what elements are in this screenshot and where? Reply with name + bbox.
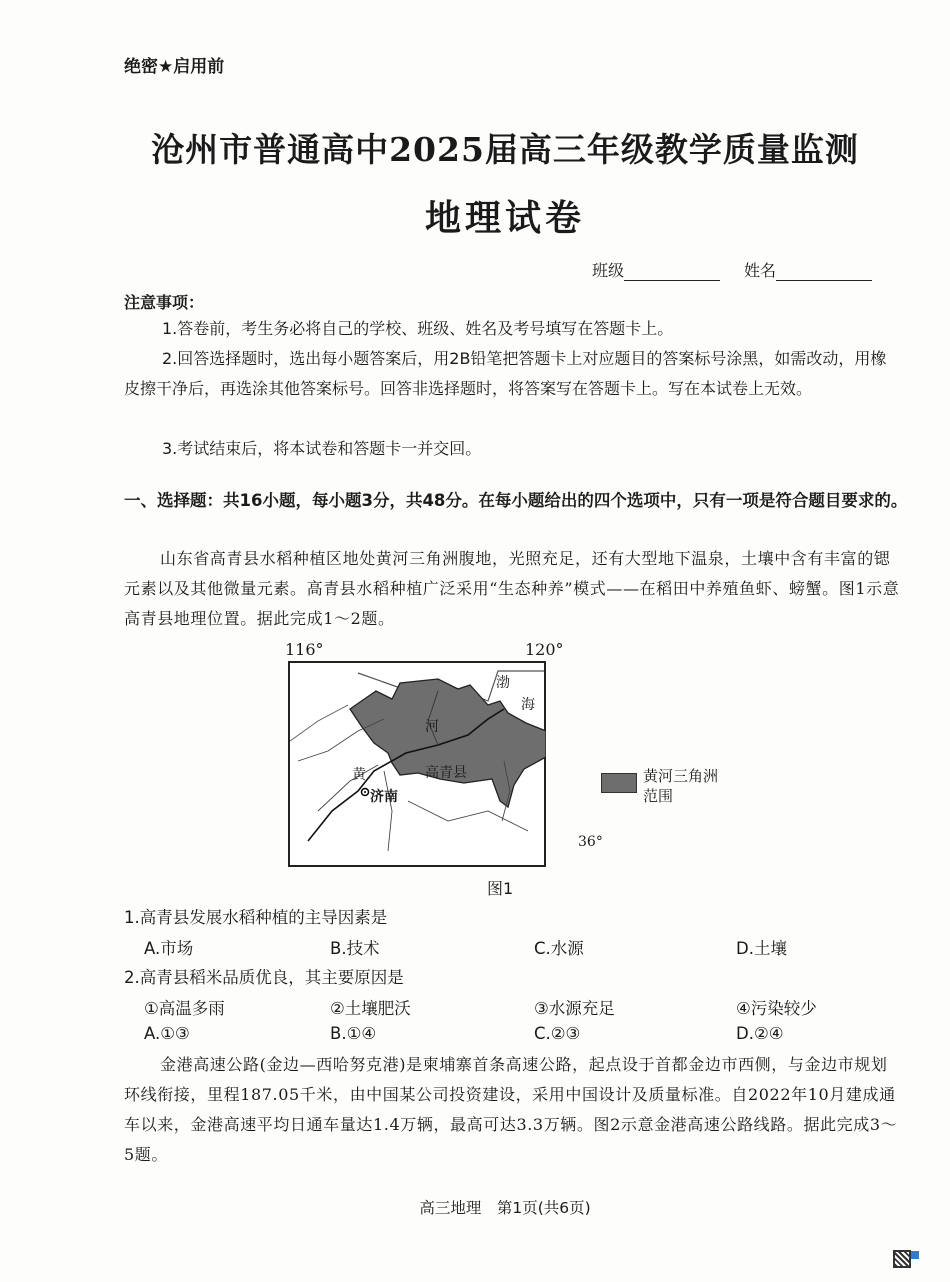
note-item-1: 1.答卷前，考生务必将自己的学校、班级、姓名及考号填写在答题卡上。 [162, 319, 674, 338]
passage-2: 金港高速公路(金边—西哈努克港)是柬埔寨首条高速公路，起点设于首都金边市西侧，与金边市规划环线衔接，里程187.05千米，由中国某公司投资建设，采用中国设计及质量标准。自2022年10月建成通车以来，金港高速平均日通车量达1.4万辆，最高可达3.3万辆。图2示意金港高速公路线路。据此完成3～5题。 [124, 1055, 898, 1164]
note-item-2: 2.回答选择题时，选出每小题答案后，用2B铅笔把答题卡上对应题目的答案标号涂黑，如需改动，用橡皮擦干净后，再选涂其他答案标号。回答非选择题时，将答案写在答题卡上。写在本试卷上无效。 [124, 349, 887, 398]
q2-statement-3: ③水源充足 [534, 999, 615, 1018]
q2-option-d: D.②④ [736, 1024, 784, 1043]
q2-option-b: B.①④ [330, 1024, 377, 1043]
page-footer: 高三地理 第1页(共6页) [419, 1199, 591, 1217]
notes-title: 注意事项： [124, 293, 205, 312]
legend-line-2: 范围 [643, 787, 674, 805]
name-field [744, 258, 872, 281]
class-blank [624, 262, 720, 281]
q2-statement-1: ①高温多雨 [144, 999, 225, 1018]
exam-subtitle: 地理试卷 [424, 197, 585, 239]
map-label-huang: 黄 [352, 767, 366, 783]
legend-text [643, 766, 718, 806]
map-label-bo: 渤 [496, 675, 510, 691]
section-heading: 一、选择题：共16小题，每小题3分，共48分。在每小题给出的四个选项中，只有一项是符合题目要求的。 [124, 491, 908, 510]
qr-code-icon [893, 1250, 911, 1268]
q2-option-c: C.②③ [534, 1024, 581, 1043]
figure-caption: 图1 [487, 879, 514, 898]
scanner-logo-icon [911, 1251, 919, 1259]
map-label-he: 河 [425, 719, 439, 735]
q1-option-b: B.技术 [330, 939, 380, 958]
legend-swatch [601, 773, 637, 793]
name-label: 姓名 [744, 261, 777, 280]
q1-option-d: D.土壤 [736, 939, 787, 958]
q2-statement-4: ④污染较少 [736, 999, 817, 1018]
lon-label-116: 116° [285, 640, 324, 659]
q2-statement-2: ②土壤肥沃 [330, 999, 411, 1018]
q1-option-a: A.市场 [144, 939, 194, 958]
question-2-stem: 2.高青县稻米品质优良，其主要原因是 [124, 968, 404, 987]
lon-label-120: 120° [525, 640, 564, 659]
class-field [592, 258, 720, 281]
q1-option-c: C.水源 [534, 939, 584, 958]
q2-option-a: A.①③ [144, 1024, 190, 1043]
map-label-gaoqing: 高青县 [425, 765, 467, 781]
name-blank [776, 262, 872, 281]
class-label: 班级 [592, 261, 625, 280]
confidential-mark: 绝密★启用前 [124, 57, 225, 77]
passage-1: 山东省高青县水稻种植区地处黄河三角洲腹地，光照充足，还有大型地下温泉，土壤中含有丰富的锶元素以及其他微量元素。高青县水稻种植广泛采用“生态种养”模式——在稻田中养殖鱼虾、螃蟹。图1示意高青县地理位置。据此完成1～2题。 [124, 549, 900, 628]
lat-label-36: 36° [578, 834, 603, 850]
map-label-hai: 海 [521, 697, 535, 713]
note-item-3: 3.考试结束后，将本试卷和答题卡一并交回。 [162, 439, 482, 458]
question-1-stem: 1.高青县发展水稻种植的主导因素是 [124, 908, 388, 927]
map-label-jinan: 济南 [370, 789, 398, 805]
legend-line-1: 黄河三角洲 [643, 767, 719, 785]
exam-title: 沧州市普通高中2025届高三年级教学质量监测 [151, 130, 859, 169]
